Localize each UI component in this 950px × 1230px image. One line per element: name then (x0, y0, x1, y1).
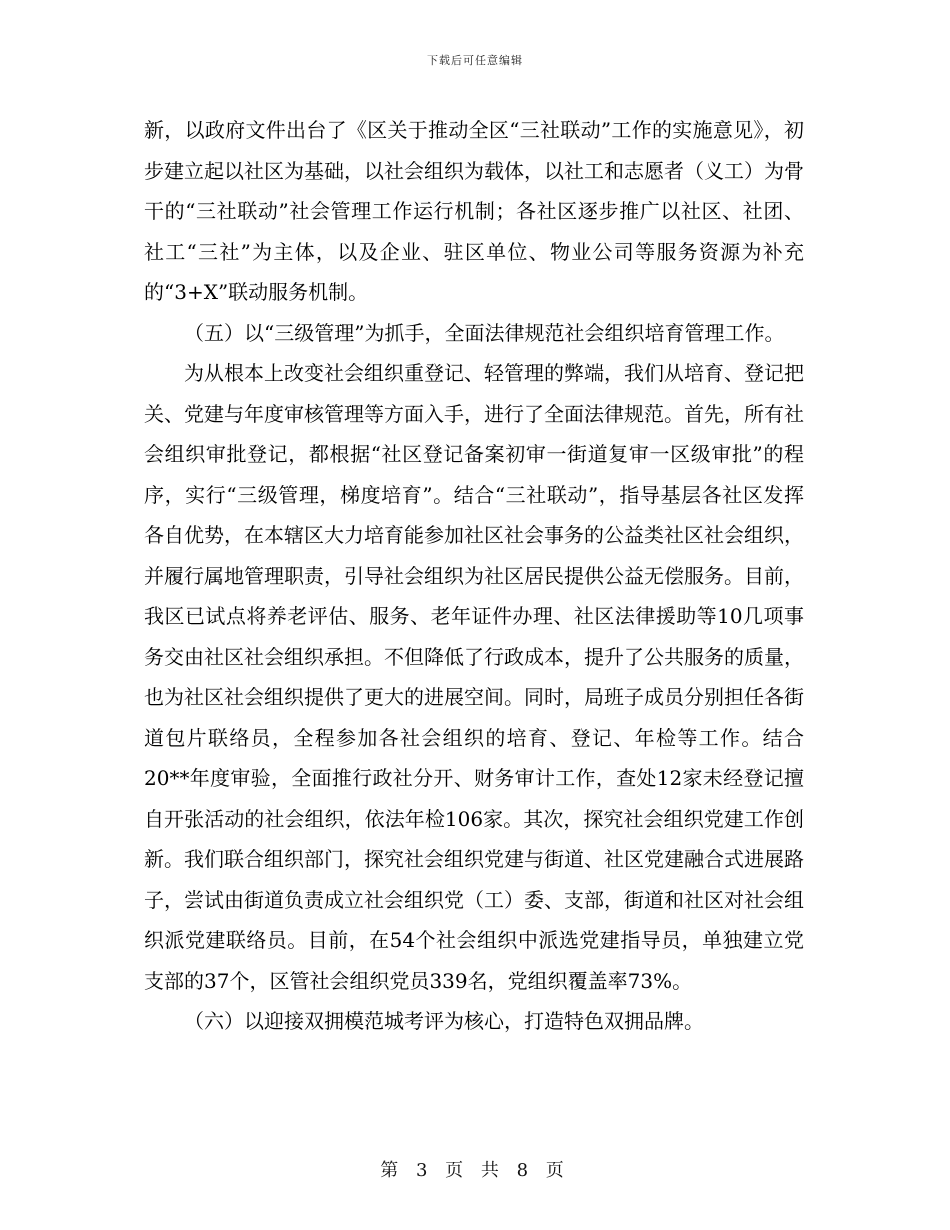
section-heading-five: （五）以“三级管理”为抓手，全面法律规范社会组织培育管理工作。 (184, 320, 785, 345)
document-body (144, 110, 804, 1042)
paragraph-main: 为从根本上改变社会组织重登记、轻管理的弊端，我们从培育、登记把关、党建与年度审核管理等方面入手，进行了全面法律规范。首先，所有社会组织审批登记，都根据“社区登记备案初审一街道复审一区级审批”的程序，实行“三级管理，梯度培育”。结合“三社联动”，指导基层各社区发挥各自优势，在本辖区大力培育能参加社区社会事务的公益类社区社会组织，并履行属地管理职责，引导社会组织为社区居民提供公益无偿服务。目前，我区已试点将养老评估、服务、老年证件办理、社区法律援助等10几项事务交由社区社会组织承担。不但降低了行政成本，提升了公共服务的质量，也为社区社会组织提供了更大的进展空间。同时，局班子成员分别担任各街道包片联络员，全程参加各社会组织的培育、登记、年检等工作。结合20**年度审验，全面推行政社分开、财务审计工作，查处12家未经登记擅自开张活动的社会组织，依法年检106家。其次，探究社会组织党建工作创新。我们联合组织部门，探究社会组织党建与街道、社区党建融合式进展路子，尝试由街道负责成立社会组织党（工）委、支部，街道和社区对社会组织派党建联络员。目前，在54个社会组织中派选党建指导员，单独建立党支部的37个，区管社会组织党员339名，党组织覆盖率73%。 (144, 361, 804, 993)
paragraph-continuation: 新，以政府文件出台了《区关于推动全区“三社联动”工作的实施意见》，初步建立起以社区为基础，以社会组织为载体，以社工和志愿者（义工）为骨干的“三社联动”社会管理工作运行机制；各社区逐步推广以社区、社团、社工“三社”为主体，以及企业、驻区单位、物业公司等服务资源为补充的“3+X”联动服务机制。 (144, 118, 804, 304)
page-footer: 第 3 页 共 8 页 (380, 1160, 570, 1181)
page-header: 下载后可任意编辑 (427, 54, 523, 67)
section-heading-six: （六）以迎接双拥模范城考评为核心，打造特色双拥品牌。 (184, 1009, 704, 1033)
